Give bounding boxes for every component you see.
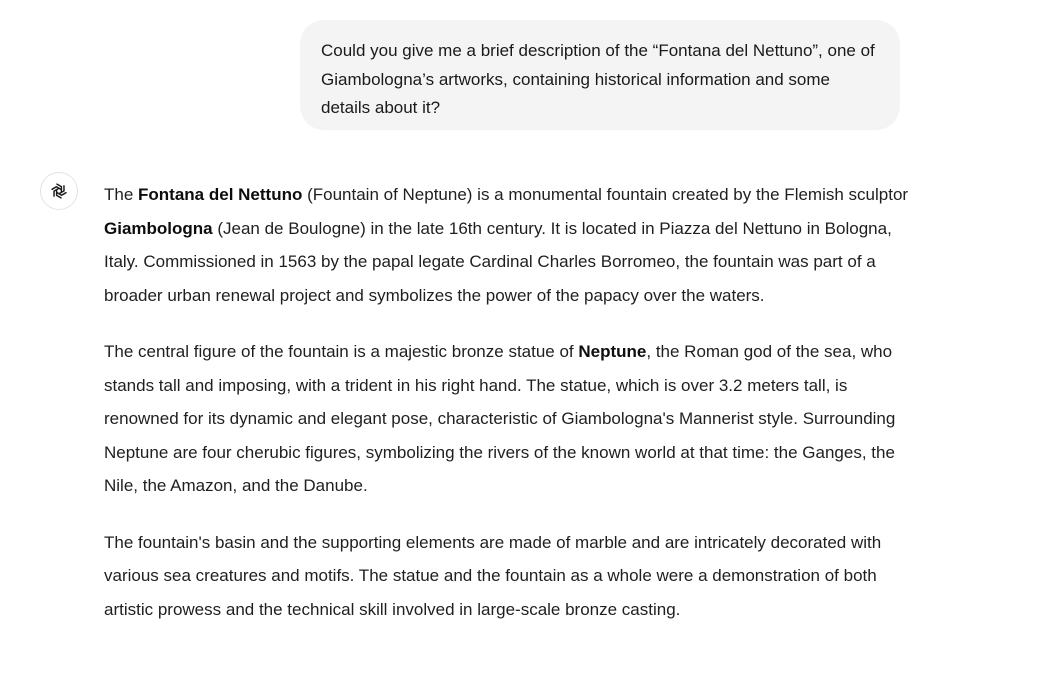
p2-bold-neptune: Neptune (578, 342, 647, 361)
assistant-paragraph-3 (104, 526, 916, 627)
p3-text: The fountain's basin and the supporting elements are made of marble and are intricately decorated with various sea creatures and motifs. The statue and the fountain as a whole were a demonstration of both artistic prowess and the technical skill involved in large-scale bronze casting. (104, 532, 882, 619)
openai-logo-icon (48, 180, 70, 202)
p1-bold-giambologna: Giambologna (104, 218, 213, 238)
p2-text-end: , the Roman god of the sea, who stands tall and imposing, with a trident in his right hand. The statue, which is over 3.2 meters tall, is renowned for its dynamic and elegant pose, characteristic of Giambologna's Mannerist style. Surrounding Neptune are four cherubic figures, symbolizing the rivers of the known world at that time: the Ganges, the Nile, the Amazon, and the Danube. (104, 342, 896, 495)
assistant-message (104, 178, 916, 649)
assistant-paragraph-1 (104, 178, 916, 312)
p1-text-middle: (Fountain of Neptune) is a monumental fountain created by the Flemish sculptor (302, 185, 909, 204)
p1-bold-fontana: Fontana del Nettuno (138, 185, 303, 204)
user-message-bubble (300, 20, 900, 130)
p2-text-start: The central figure of the fountain is a majestic bronze statue of (104, 342, 579, 361)
assistant-paragraph-2 (104, 335, 916, 503)
p1-text-end: (Jean de Boulogne) in the late 16th century. It is located in Piazza del Nettuno in Bologna, Italy. Commissioned in 1563 by the papal legate Cardinal Charles Borromeo, the fountain was part of a broader urban renewal project and symbolizes the power of the papacy over the waters. (104, 218, 892, 305)
assistant-avatar (40, 172, 78, 210)
user-message-text: Could you give me a brief description of the “Fontana del Nettuno”, one of Giambologna’s artworks, containing historical information and some details about it? (321, 41, 875, 117)
p1-text-start: The (104, 185, 139, 204)
